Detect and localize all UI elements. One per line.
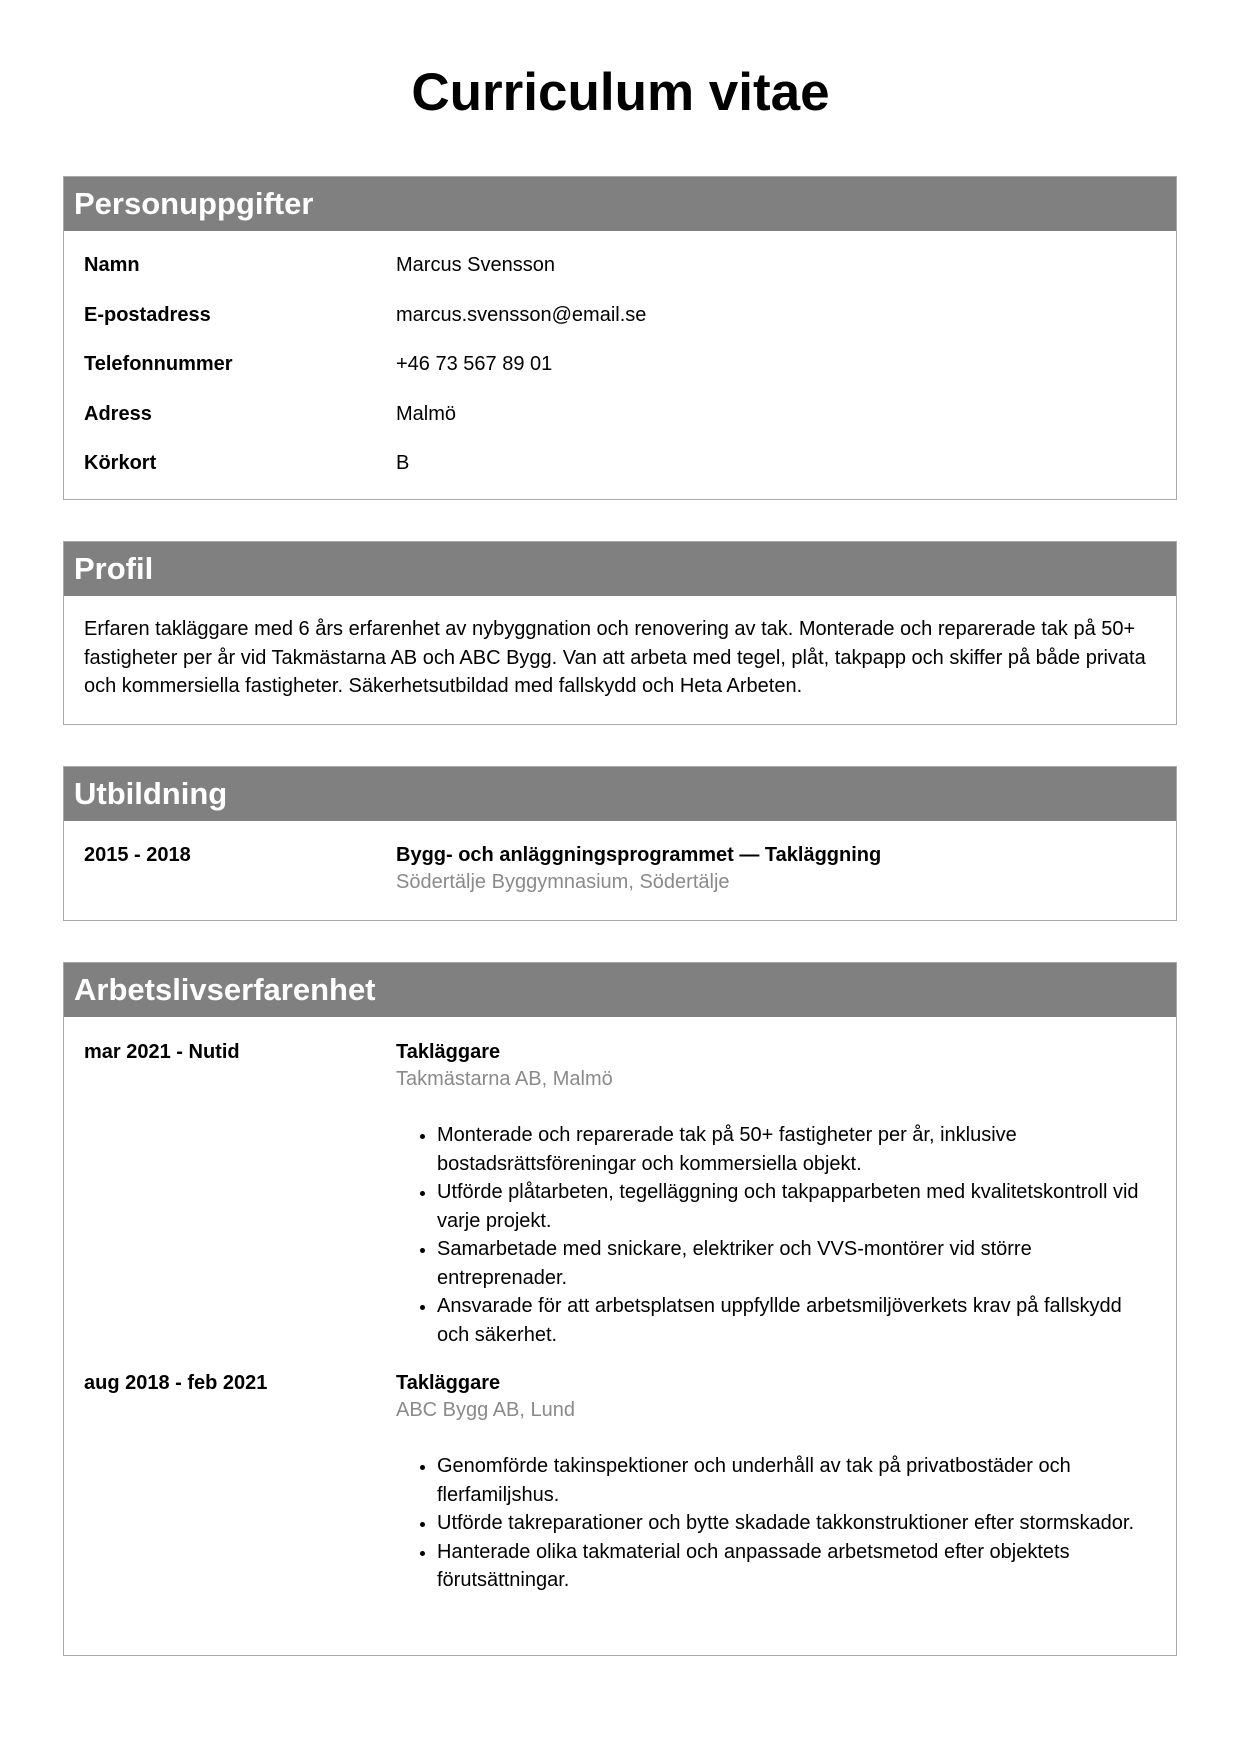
personal-value: Malmö (396, 402, 457, 425)
personal-row-email (84, 303, 1156, 328)
list-item: • Utförde takreparationer och bytte skadade takkonstruktioner efter stormskador. (437, 1509, 1156, 1538)
personal-label: Adress (84, 402, 152, 425)
profile-section (63, 541, 1177, 725)
section-heading-experience: Arbetslivserfarenhet (64, 963, 1176, 1017)
experience-details (396, 1371, 1156, 1595)
section-heading-profile: Profil (64, 542, 1176, 596)
experience-task-list (396, 1452, 1156, 1595)
section-heading-education: Utbildning (64, 767, 1176, 821)
personal-value: Marcus Svensson (396, 254, 555, 276)
experience-period: aug 2018 - feb 2021 (84, 1372, 268, 1394)
personal-label: Telefonnummer (84, 353, 233, 375)
list-item: • Monterade och reparerade tak på 50+ fastigheter per år, inklusive bostadsrättsföreningar och kommersiella objekt. (437, 1121, 1156, 1178)
page-title: Curriculum vitae (411, 63, 830, 122)
section-heading-personal: Personuppgifter (64, 177, 1176, 231)
experience-task-list (396, 1121, 1156, 1349)
experience-role: Takläggare (396, 1041, 501, 1063)
education-entry (64, 821, 1176, 897)
education-section (63, 766, 1177, 921)
list-item: • Samarbetade med snickare, elektriker och VVS-montörer vid större entreprenader. (437, 1235, 1156, 1292)
experience-details (396, 1040, 1156, 1349)
experience-entry (64, 1349, 1176, 1595)
list-item: • Genomförde takinspektioner och underhåll av tak på privatbostäder och flerfamiljshus. (437, 1452, 1156, 1509)
experience-entry (64, 1017, 1176, 1349)
profile-text: Erfaren takläggare med 6 års erfarenhet av nybyggnation och renovering av tak. Monterade och reparerade tak på 50+ fastigheter per år vid Takmästarna AB och ABC Bygg. Van att arbeta med tegel, plåt, takpapp och skiffer på både privata och kommersiella fastigheter. Säkerhetsutbildad med fallskydd och Heta Arbeten. (84, 618, 1146, 697)
personal-label: E-postadress (84, 303, 211, 326)
experience-company: Takmästarna AB, Malmö (396, 1068, 613, 1090)
list-item: • Hanterade olika takmaterial och anpassade arbetsmetod efter objektets förutsättningar. (437, 1538, 1156, 1595)
education-program: Bygg- och anläggningsprogrammet — Takläggning (396, 844, 882, 866)
experience-role: Takläggare (396, 1372, 501, 1394)
education-period: 2015 - 2018 (84, 844, 191, 866)
personal-row-phone (84, 352, 1156, 377)
personal-row-address (84, 402, 1156, 427)
personal-label: Körkort (84, 452, 157, 474)
personal-value: B (396, 452, 410, 474)
personal-label: Namn (84, 254, 140, 276)
education-school: Södertälje Byggymnasium, Södertälje (396, 871, 730, 893)
personal-row-name (84, 253, 1156, 278)
personal-section (63, 176, 1177, 500)
personal-row-license (84, 451, 1156, 476)
experience-company: ABC Bygg AB, Lund (396, 1399, 576, 1421)
personal-value: marcus.svensson@email.se (396, 303, 647, 326)
education-details (396, 843, 1156, 897)
experience-section (63, 962, 1177, 1656)
list-item: • Ansvarade för att arbetsplatsen uppfyllde arbetsmiljöverkets krav på fallskydd och säkerhet. (437, 1292, 1156, 1349)
personal-value: +46 73 567 89 01 (396, 353, 553, 375)
experience-period: mar 2021 - Nutid (84, 1041, 240, 1063)
personal-details (64, 231, 1176, 499)
list-item: • Utförde plåtarbeten, tegelläggning och takpapparbeten med kvalitetskontroll vid varje projekt. (437, 1178, 1156, 1235)
